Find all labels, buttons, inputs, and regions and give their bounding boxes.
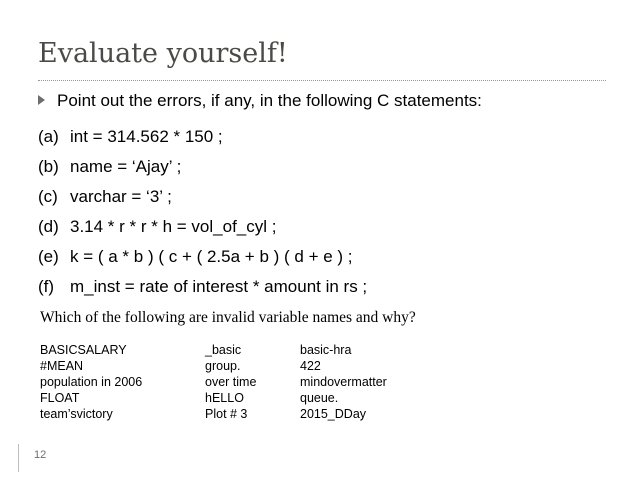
statement-letter: (d)	[38, 217, 59, 236]
table-row	[40, 342, 440, 358]
statement-item	[38, 122, 367, 152]
statement-text: k = ( a * b ) ( c + ( 2.5a + b ) ( d + e ) ;	[70, 247, 353, 266]
variable-name-table	[40, 342, 440, 422]
table-row	[40, 358, 440, 374]
table-row	[40, 406, 440, 422]
statement-item	[38, 152, 367, 182]
statement-text: int = 314.562 * 150 ;	[70, 127, 223, 146]
table-cell: group.	[205, 359, 241, 373]
table-row	[40, 374, 440, 390]
table-cell: basic-hra	[300, 343, 352, 357]
table-cell: _basic	[205, 343, 242, 357]
footer-divider	[18, 444, 19, 472]
table-cell: 2015_DDay	[300, 407, 367, 421]
title-divider	[38, 80, 606, 81]
statement-letter: (f)	[38, 277, 55, 296]
statement-letter: (e)	[38, 247, 59, 266]
statement-text: name = ‘Ajay’ ;	[70, 157, 182, 176]
table-cell: #MEAN	[40, 359, 84, 373]
table-cell: Plot # 3	[205, 407, 248, 421]
statement-list	[38, 122, 367, 302]
table-cell: over time	[205, 375, 257, 389]
statement-item	[38, 182, 367, 212]
slide-title: Evaluate yourself!	[38, 38, 288, 69]
table-cell: FLOAT	[40, 391, 80, 405]
statement-item	[38, 212, 367, 242]
variable-question: Which of the following are invalid variable names and why?	[40, 309, 416, 326]
table-cell: BASICSALARY	[40, 343, 127, 357]
triangle-bullet-icon	[38, 95, 45, 105]
table-cell: team’svictory	[40, 407, 113, 421]
table-cell: population in 2006	[40, 375, 143, 389]
table-cell: 422	[300, 359, 321, 373]
statement-letter: (b)	[38, 157, 59, 176]
statement-letter: (a)	[38, 127, 59, 146]
statement-text: 3.14 * r * r * h = vol_of_cyl ;	[70, 217, 277, 236]
bullet-point	[38, 91, 482, 111]
statement-item	[38, 272, 367, 302]
statement-text: varchar = ‘3’ ;	[70, 187, 172, 206]
page-number: 12	[34, 449, 47, 461]
table-cell: mindovermatter	[300, 375, 387, 389]
table-row	[40, 390, 440, 406]
table-cell: queue.	[300, 391, 339, 405]
bullet-text: Point out the errors, if any, in the following C statements:	[57, 91, 482, 110]
statement-text: m_inst = rate of interest * amount in rs ;	[70, 277, 368, 296]
table-cell: hELLO	[205, 391, 244, 405]
statement-item	[38, 242, 367, 272]
statement-letter: (c)	[38, 187, 58, 206]
